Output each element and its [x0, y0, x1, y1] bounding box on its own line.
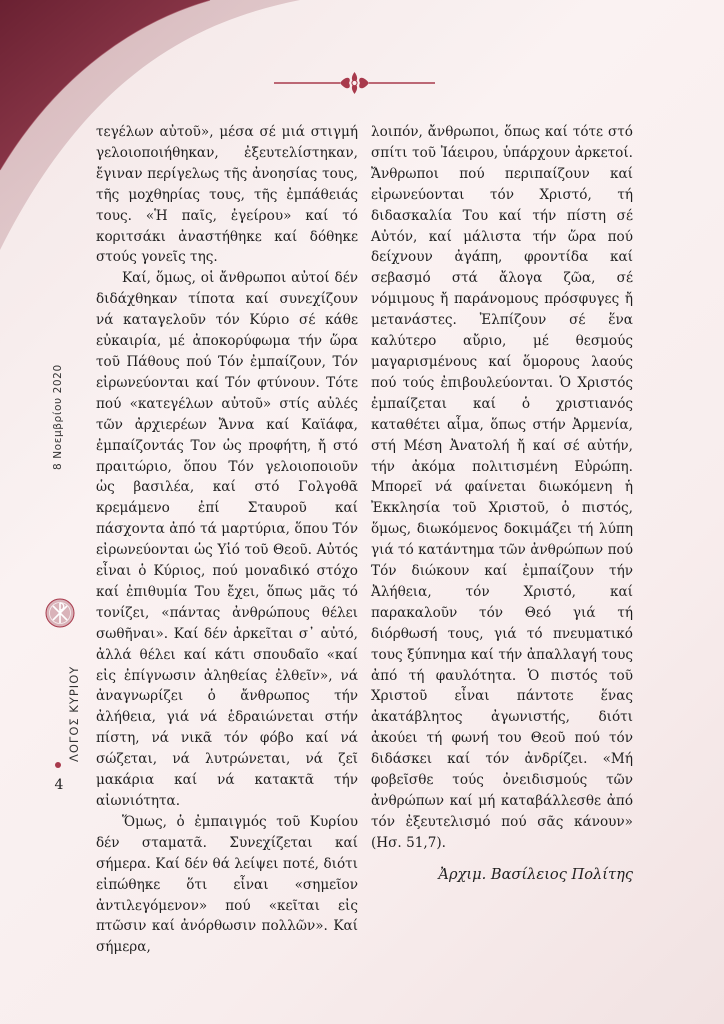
author-signature: Ἀρχιμ. Βασίλειος Πολίτης — [438, 866, 633, 883]
publication-title: ΛΟΓΟΣ ΚΥΡΙΟΥ — [67, 665, 81, 762]
article-paragraph: τεγέλων αὐτοῦ», μέσα σέ μιά στιγμή γελοιοποιήθηκαν, ἐξευτελίστηκαν, ἔγιναν περίγελως τῆς ἀνοησίας τους, τῆς μοχθηρίας τους, τῆς ἐμπάθειάς τους. «Ἡ παῖς, ἐγείρου» καί τό κοριτσάκι ἀναστήθηκε καί δόθηκε στούς γονεῖς της. — [96, 124, 358, 266]
article-paragraph: Ὅμως, ὁ ἐμπαιγμός τοῦ Κυρίου δέν σταματᾶ. Συνεχίζεται καί σήμερα. Καί δέν θά λείψει ποτέ, διότι εἰπώθηκε ὅτι εἶναι «σημεῖον ἀντιλεγόμενον» πού «κεῖται εἰς πτῶσιν καί ἀνόρθωσιν πολλῶν». Καί σήμερα, — [96, 813, 358, 956]
sidebar-bullet-dot — [55, 762, 61, 768]
article-paragraph: Καί, ὅμως, οἱ ἄνθρωποι αὐτοί δέν διδάχθηκαν τίποτα καί συνεχίζουν νά καταγελοῦν τόν Κύριο σέ κάθε εὐκαιρία, μέ ἀποκορύφωμα τήν ὥρα τοῦ Πάθους πού Τόν ἐμπαίζουν, Τόν εἰρωνεύονται καί Τόν φτύνουν. Τότε πού «κατεγέλων αὐτοῦ» στίς αὐλές τῶν ἀρχιερέων Ἄννα καί Καϊάφα, ἐμπαίζοντάς Τον ὡς προφήτη, ἤ στό πραιτώριο, ὅπου Τόν γελοιοποιοῦν ὡς βασιλέα, καί στό Γολγοθᾶ κρεμάμενο ἐπί Σταυροῦ καί πάσχοντα ἀπό τά μαρτύρια, ὅπου Τόν εἰρωνεύονται ὡς Υἱό τοῦ Θεοῦ. Αὐτός εἶναι ὁ Κύριος, πού μοναδικό στόχο καί ἐπιθυμία Του ἔχει, ὅπως μᾶς τό τονίζει, «πάντας ἀνθρώπους θέλει σωθῆναι». Καί δέν ἀρκεῖται σ᾽ αὐτό, ἀλλά θέλει καί κάτι σπουδαῖο «καί εἰς ἐπίγνωσιν ἀληθείας ἐλθεῖν», νά ἀναγνωρίζει ὁ ἄνθρωπος τήν ἀλήθεια, γιά νά ἑδραιώνεται στήν πίστη, νά νικᾶ τόν φόβο καί νά σώζεται, νά λυτρώνεται, νά ζεῖ μακάρια καί νά κατακτᾶ τήν αἰωνιότητα. — [96, 270, 358, 809]
article-column-right — [371, 122, 633, 854]
top-ornament-divider — [272, 70, 437, 98]
publication-date: 8 Νοεμβρίου 2020 — [52, 364, 64, 470]
page-number: 4 — [54, 777, 64, 793]
article-paragraph: λοιπόν, ἄνθρωποι, ὅπως καί τότε στό σπίτι τοῦ Ἰάειρου, ὑπάρχουν ἀρκετοί. Ἄνθρωποι πού περιπαίζουν καί εἰρωνεύονται τόν Χριστό, τή διδασκαλία Του καί τήν πίστη σέ Αὐτόν, καί μάλιστα τήν ὥρα πού δείχνουν ἀγάπη, φροντίδα καί σεβασμό στά ἄλογα ζῶα, σέ νόμιμους ἤ παράνομους πρόσφυγες ἤ μετανάστες. Ἐλπίζουν σέ ἕνα καλύτερο αὔριο, μέ θεσμούς μαγαρισμένους καί ὅμορους λαούς πού τούς ἐπιβουλεύονται. Ὁ Χριστός ἐμπαίζεται καί ὁ χριστιανός καταθέτει αἷμα, ὅπως στήν Ἀρμενία, στή Μέση Ἀνατολή ἤ καί σέ αὐτήν, τήν ἀκόμα πολιτισμένη Εὐρώπη. Μπορεῖ νά φαίνεται διωκόμενη ἡ Ἐκκλησία τοῦ Χριστοῦ, ὁ πιστός, ὅμως, διωκόμενος δοκιμάζει τή λύπη γιά τό κατάντημα τῶν ἀνθρώπων πού Τόν διώκουν καί ἐμπαίζουν τήν Ἀλήθεια, τόν Χριστό, καί παρακαλοῦν τόν Θεό γιά τή διόρθωσή τους, γιά τό πνευματικό τους ξύπνημα καί τήν ἀπαλλαγή τους ἀπό τή φαυλότητα. Ὁ πιστός τοῦ Χριστοῦ εἶναι πάντοτε ἕνας ἀκατάβλητος ἀγωνιστής, διότι ἀκούει τή φωνή του Θεοῦ πού τόν διδάσκει καί τόν ἀνδρίζει. «Μή φοβεῖσθε τούς ὀνειδισμούς τῶν ἀνθρώπων καί μή καταβάλλεσθε ἀπό τόν ἐξευτελισμό πού σᾶς κάνουν» (Ησ. 51,7). — [371, 124, 633, 851]
article-column-left — [96, 122, 358, 958]
